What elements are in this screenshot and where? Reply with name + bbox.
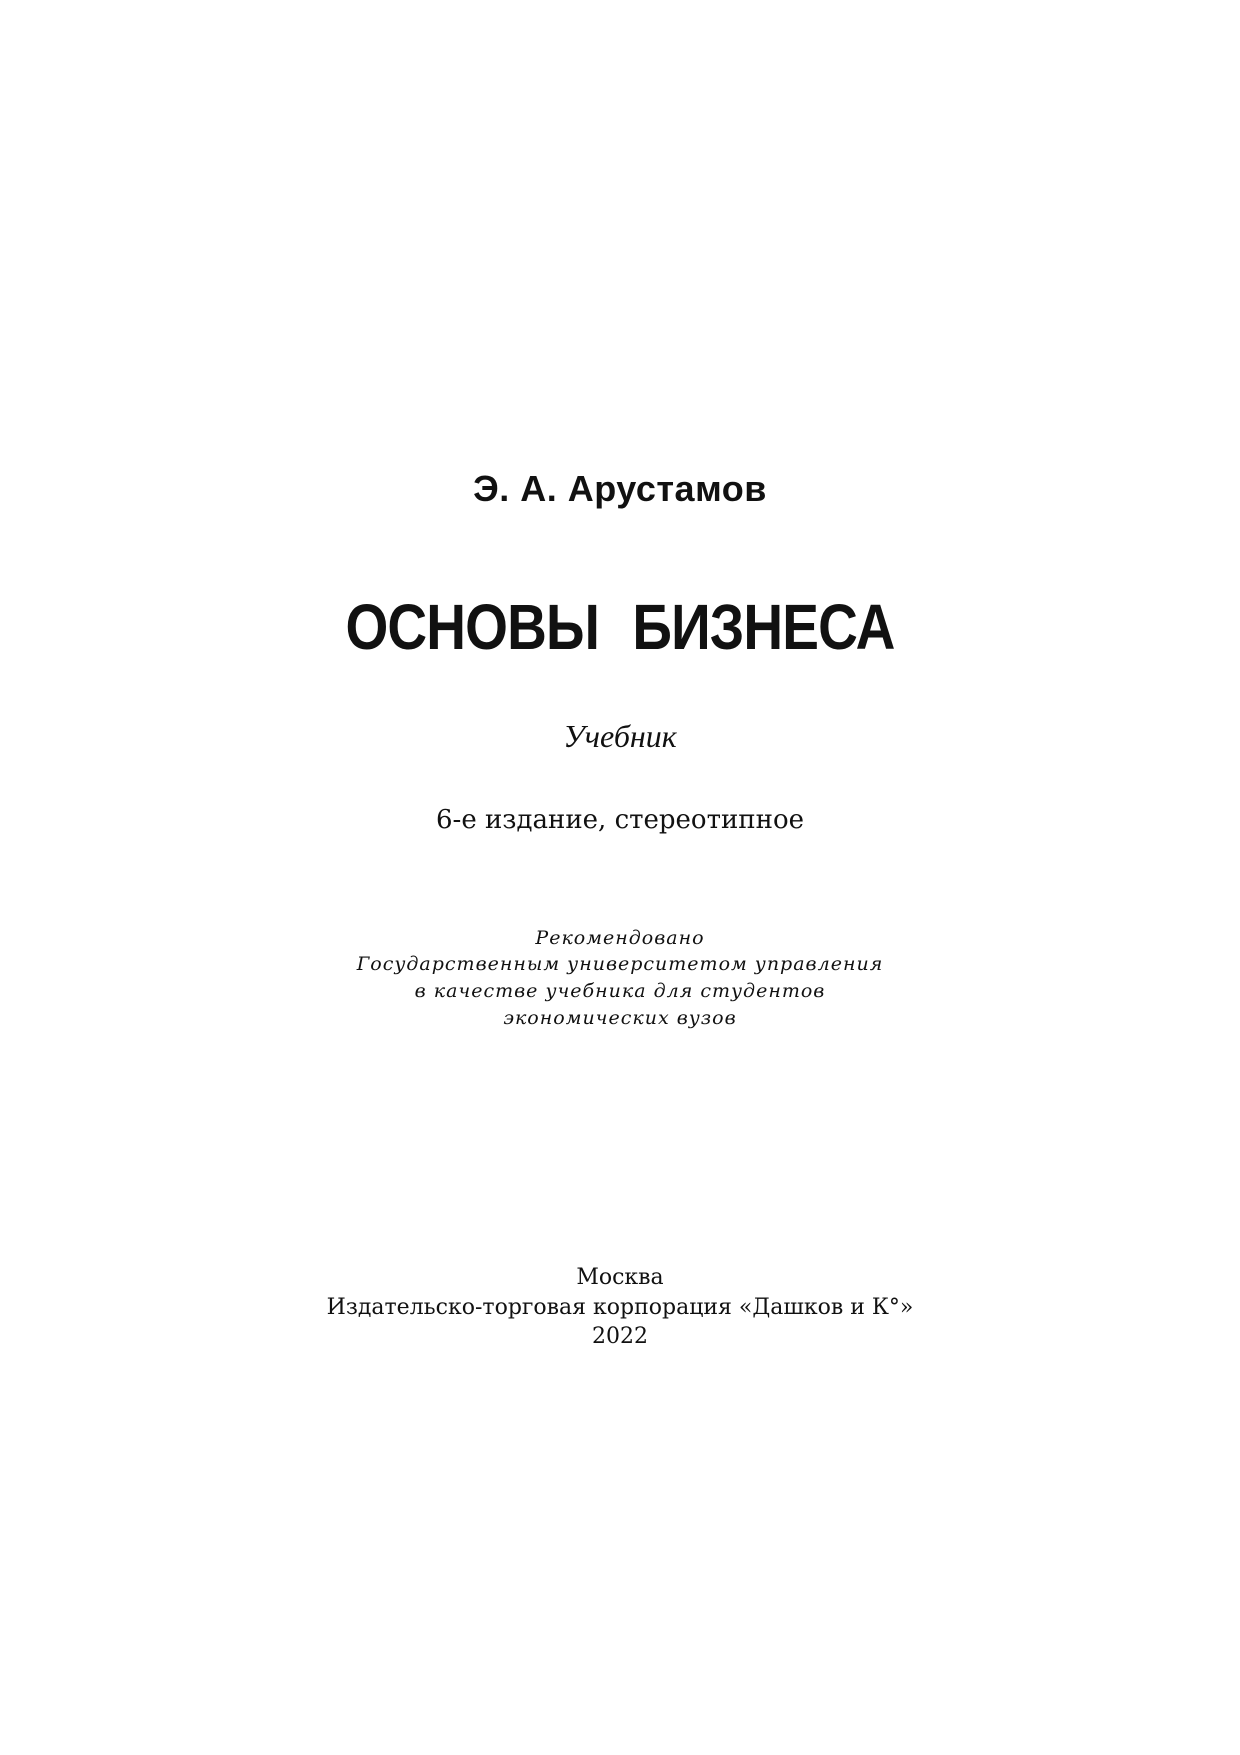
edition-note: 6-е издание, стереотипное — [436, 805, 804, 835]
publication-city: Москва — [576, 1265, 664, 1290]
author-name: Э. А. Арустамов — [473, 468, 767, 509]
recommendation-line: Рекомендовано — [535, 927, 705, 949]
book-title: ОСНОВЫ БИЗНЕСА — [345, 591, 895, 663]
publisher-name: Издательско-торговая корпорация «Дашков и К°» — [326, 1295, 914, 1320]
recommendation-line: в качестве учебника для студентов — [414, 980, 826, 1002]
publication-year: 2022 — [592, 1324, 648, 1349]
book-subtitle: Учебник — [563, 718, 677, 754]
recommendation-line: Государственным университетом управления — [356, 953, 884, 975]
recommendation-line: экономических вузов — [503, 1007, 737, 1029]
